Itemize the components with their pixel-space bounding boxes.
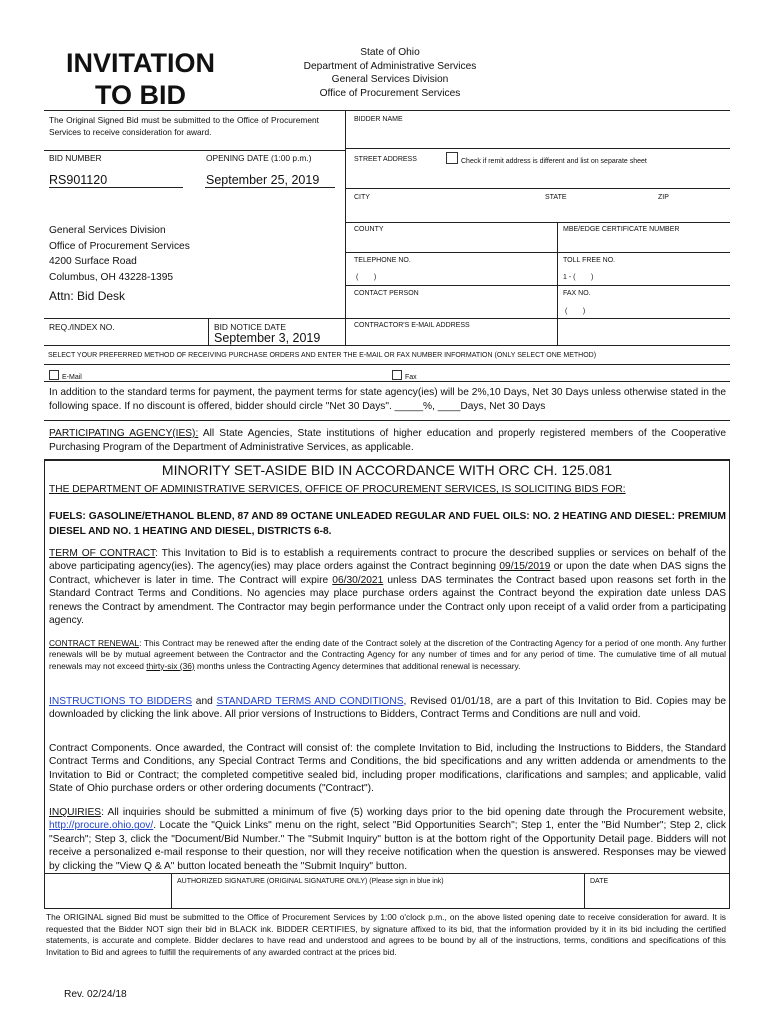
procurement-website-link[interactable]: http://procure.ohio.gov/ [49,820,154,832]
document-title [48,47,233,111]
street-address-label: STREET ADDRESS [354,156,417,163]
fax-option-label: Fax [405,374,417,381]
inquiries-label: INQUIRIES [49,807,102,818]
contract-components: Contract Components. Once awarded, the Contract will consist of: the complete Invitation to Bid, including the Instructions to Bidders, the Standard Contract Terms and Conditions, any Special Contract Terms and Conditions, the bid specifications and any written addenda or amendments to the Invitation to Bid or Contract; the completed competitive sealed bid, including proper modifications, clarifications and samples; and applicable, valid State of Ohio purchase orders or other ordering documents ("Contract"). [49,743,726,795]
opening-date-label: OPENING DATE (1:00 p.m.) [206,153,312,163]
email-option-label: E-Mail [62,374,82,381]
agency-block [285,46,495,100]
address-line: 4200 Surface Road [49,256,137,267]
renewal-limit: thirty-six (36) [146,660,195,671]
inquiries-paragraph [49,806,726,873]
bid-notice-date-label: BID NOTICE DATE [214,322,286,332]
participating-label: PARTICIPATING AGENCY(IES): [49,428,199,439]
bidder-row-line [345,148,730,149]
authorized-signature-label: AUTHORIZED SIGNATURE (ORIGINAL SIGNATURE ONLY) (Please sign in blue ink) [177,878,444,885]
telephone-label: TELEPHONE NO. [354,257,411,264]
method-row-line [44,364,730,365]
left-bottom-divider [208,318,209,345]
remit-checkbox-label: Check if remit address is different and list on separate sheet [461,158,647,165]
minority-heading: MINORITY SET-ASIDE BID IN ACCORDANCE WITH ORC CH. 125.081 [161,462,613,478]
bid-notice-date-value: September 3, 2019 [214,331,321,345]
state-label: STATE [545,194,567,201]
date-field[interactable] [588,888,726,906]
payment-bottom-line [44,420,730,421]
inquiries-text-a: : All inquiries should be submitted a minimum of five (5) working days prior to the bid opening date through the Procurement website, [101,807,726,818]
term-text-a: : This Invitation to Bid is to establish a requirements contract to procure the described supplies or services on behalf of the above participating agency(ies). The agency(ies) may place orders against the Contract beginning [49,548,726,573]
city-field[interactable] [350,204,530,220]
bidder-name-field[interactable] [350,126,725,146]
bid-number-label: BID NUMBER [49,153,102,163]
date-label: DATE [590,878,609,885]
zip-label: ZIP [658,194,669,201]
fuels-description: FUELS: GASOLINE/ETHANOL BLEND, 87 AND 89 OCTANE UNLEADED REGULAR AND FUEL OILS: NO. 2 HEATING AND DIESEL: PREMIUM DIESEL AND NO. 1 HEATING AND DIESEL, DISTRICTS 6-8. [49,511,726,537]
street-address-field[interactable] [350,166,725,186]
renewal-text-b: months unless the Contracting Agency determines that additional renewal is necessary. [194,660,521,671]
street-row-line [345,188,730,189]
fax-option[interactable] [392,370,417,381]
and-word: and [192,696,217,707]
certification-text: The ORIGINAL signed Bid must be submitted to the Office of Procurement Services by 1:00 o'clock p.m., on the above listed opening date to receive consideration for award. It is requested that the Bidder NOT sign their bid in BLACK ink. BIDDER CERTIFIES, by signature affixed to its bid, that the information provided by it in its bid including the certified statements, is accurate and complete. Bidder declares to have read and understood and agrees to be bound by all of the instructions, terms, conditions and specifications of this Invitation to Bid and agrees to fulfill the requirements of any awarded contract at the prices bid. [46,912,726,957]
req-index-label: REQ./INDEX NO. [49,322,115,332]
term-text-b: or upon the date when DAS signs the Contract, whichever is later in time. The Contract will expire [49,561,726,586]
renewal-label: CONTRACT RENEWAL [49,638,140,648]
payment-terms: In addition to the standard terms for payment, the payment terms for state agency(ies) will be 2%,10 Days, Net 30 Days unless otherwise stated in the following space. If no discount is offered, bidder should circle "Net 30 Days". _____%, ____Days, Net 30 Days [49,387,726,412]
contract-renewal [49,638,726,672]
mailing-address [49,223,190,285]
term-of-contract [49,547,726,627]
term-text-c: unless DAS terminates the Contract based upon reasons set forth in the Standard Contract Terms and Conditions. No agencies may place purchase orders against the Contract beyond the expiration date unless DAS renews the Contract by amendment. The Contractor may begin performance under the Contract only upon receipt of a valid order from a participating agency. [49,574,726,627]
telephone-row-line [345,285,730,286]
left-bottom-row-line [44,318,345,319]
submit-note: The Original Signed Bid must be submitted to the Office of Procurement Services to receive consideration for award. [49,115,319,137]
email-row-line [44,345,730,346]
method-instruction: SELECT YOUR PREFERRED METHOD OF RECEIVING PURCHASE ORDERS AND ENTER THE E-MAIL OR FAX NUMBER INFORMATION (ONLY SELECT ONE METHOD) [48,352,597,359]
title-line-2: TO BID [94,80,186,110]
soliciting-line: THE DEPARTMENT OF ADMINISTRATIVE SERVICES, OFFICE OF PROCUREMENT SERVICES, IS SOLICITING BIDS FOR: [49,484,626,495]
fax-checkbox[interactable] [392,370,402,380]
email-checkbox[interactable] [49,370,59,380]
remit-checkbox-row[interactable] [446,152,647,165]
county-label: COUNTY [354,226,384,233]
county-divider [557,222,558,345]
contractor-email-field[interactable] [350,331,725,343]
agency-line: State of Ohio [360,47,420,58]
instructions-text: , Revised 01/01/18, are a part of this Invitation to Bid. Copies may be downloaded by clicking the link above. All prior versions of Instructions to Bidders, Contract Terms and Conditions are null and void. [49,696,726,721]
agency-line: General Services Division [331,74,449,85]
revision-date: Rev. 02/24/18 [64,989,127,1000]
renewal-text-a: : This Contract may be renewed after the ending date of the Contract solely at the discretion of the Contracting Agency for a period of one month. Any further renewals will be by mutual agreement between the Contractor and the Contracting Agency for any number of times and for any period of time. The cumulative time of all mutual renewals may not exceed [49,638,726,671]
standard-terms-link[interactable]: STANDARD TERMS AND CONDITIONS [216,696,404,707]
signature-left-divider [171,873,172,909]
attn-line: Attn: Bid Desk [49,289,126,303]
participating-text: All State Agencies, State institutions of higher education and properly registered members of the Cooperative Purchasing Program of the Department of Administrative Services, as applicable. [49,428,727,453]
opening-date-value: September 25, 2019 [206,173,320,187]
fax-label: FAX NO. [563,290,591,297]
county-row-line [345,252,730,253]
signature-right-divider [584,873,585,909]
toll-free-label: TOLL FREE NO. [563,257,616,264]
toll-free-field[interactable]: 1 - ( ) [563,274,594,281]
participating-agencies [49,427,726,455]
term-label: TERM OF CONTRACT [49,548,156,559]
title-line-1: INVITATION [66,48,215,78]
address-line: General Services Division [49,225,166,236]
term-start-date: 09/15/2019 [499,561,551,573]
email-option[interactable] [49,370,82,381]
agency-line: Office of Procurement Services [319,87,461,99]
signature-field[interactable] [175,888,579,906]
bidder-name-label: BIDDER NAME [354,116,403,123]
address-line: Columbus, OH 43228-1395 [49,271,174,283]
contact-person-label: CONTACT PERSON [354,290,419,297]
instructions-to-bidders-link[interactable]: INSTRUCTIONS TO BIDDERS [49,696,193,707]
city-label: CITY [354,194,370,201]
opening-date-underline [205,187,335,188]
fax-field[interactable]: ( ) [565,308,586,315]
contact-row-line [345,318,730,319]
mbe-label: MBE/EDGE CERTIFICATE NUMBER [563,226,680,233]
bid-number-underline [49,187,183,188]
contractor-email-label: CONTRACTOR'S E-MAIL ADDRESS [354,322,470,329]
term-end-date: 06/30/2021 [332,574,384,586]
grid-top-line [44,110,730,111]
method-bottom-line [44,381,730,382]
left-row-line [44,150,345,151]
inquiries-text-b: . Locate the "Quick Links" menu on the right, select "Bid Opportunities Search"; Step 1, enter the "Bid Number"; Step 2, click "Search"; Step 3, click the "Document/Bid Number." The "Submit Inquiry" button is at the bottom right of the Opportunity Detail page. Bidders will not receive a personalized e-mail response to their question, nor will they receive notification when the question is answered. Responses may be viewed by clicking the "View Q & A" button located beneath the "Submit Inquiry" button. [49,820,726,872]
remit-checkbox[interactable] [446,152,458,164]
grid-divider-vertical [345,110,346,345]
address-line: Office of Procurement Services [49,240,190,252]
instructions-paragraph [49,695,726,722]
agency-line: Department of Administrative Services [303,60,477,72]
bid-number-value: RS901120 [49,173,108,187]
telephone-field[interactable]: ( ) [356,274,377,281]
city-row-line [345,222,730,223]
